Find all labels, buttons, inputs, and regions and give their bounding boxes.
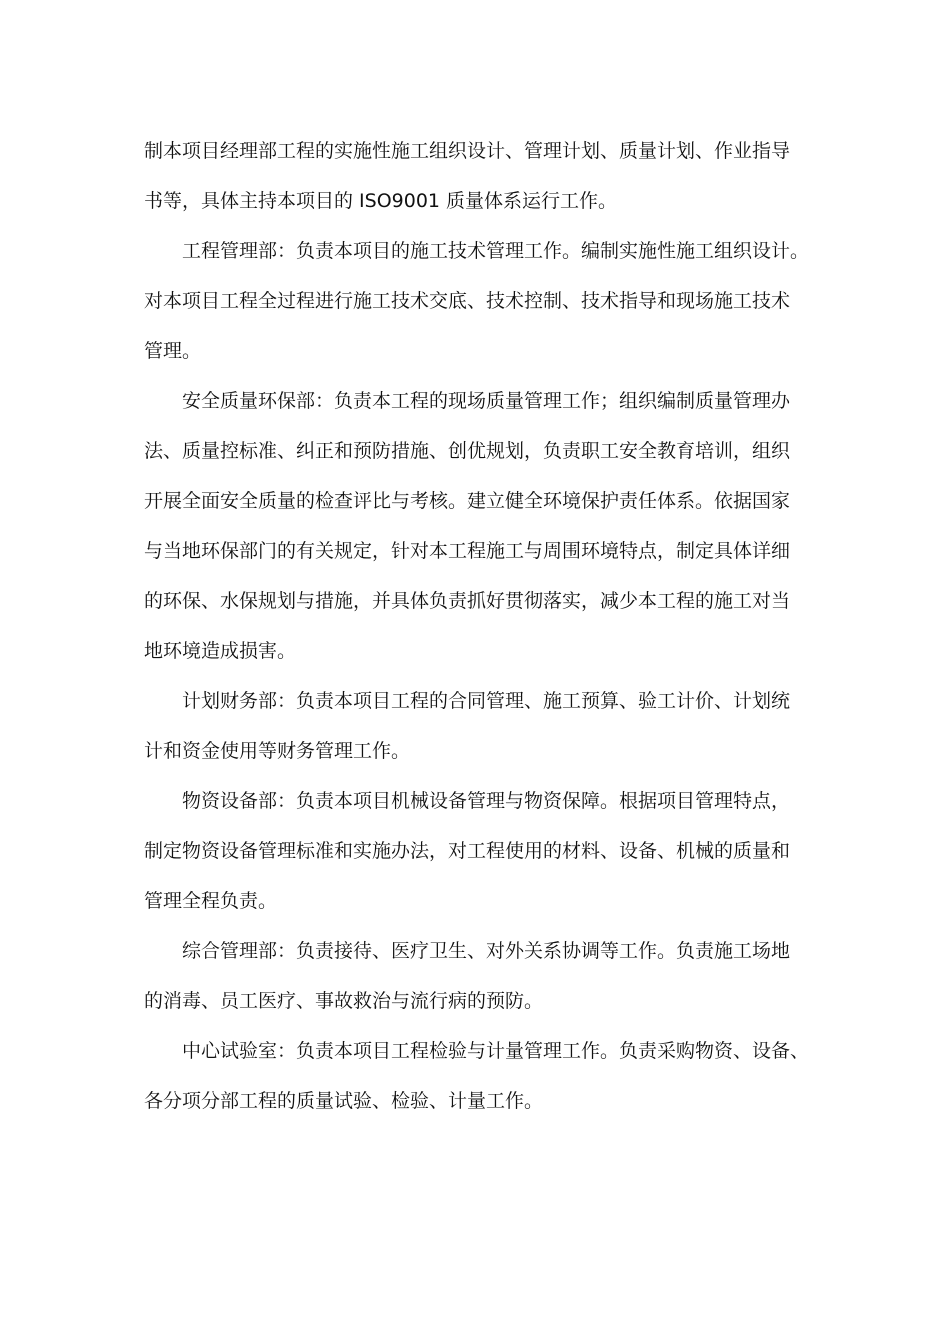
text-line: 开展全面安全质量的检查评比与考核。建立健全环境保护责任体系。依据国家 [144,490,791,512]
text-line: 与当地环保部门的有关规定，针对本工程施工与周围环境特点，制定具体详细 [144,540,791,562]
text-line: 地环境造成损害。 [144,640,297,662]
text-line: 的消毒、员工医疗、事故救治与流行病的预防。 [144,990,544,1012]
text-line: 安全质量环保部：负责本工程的现场质量管理工作；组织编制质量管理办 [182,390,791,412]
paragraph-planning-finance-dept [144,676,812,776]
text-line: 法、质量控标准、纠正和预防措施、创优规划，负责职工安全教育培训，组织 [144,440,791,462]
text-line: 管理。 [144,340,202,362]
paragraph-central-laboratory [144,1026,812,1126]
text-line: 书等，具体主持本项目的 ISO9001 质量体系运行工作。 [144,190,618,212]
paragraph-engineering-dept [144,226,812,376]
text-line: 工程管理部：负责本项目的施工技术管理工作。编制实施性施工组织设计。 [182,240,810,262]
text-line: 中心试验室：负责本项目工程检验与计量管理工作。负责采购物资、设备、 [182,1040,810,1062]
text-line: 计划财务部：负责本项目工程的合同管理、施工预算、验工计价、计划统 [182,690,791,712]
paragraph-continuation [144,126,812,226]
paragraph-safety-quality-env-dept [144,376,812,676]
paragraph-general-admin-dept [144,926,812,1026]
text-line: 制定物资设备管理标准和实施办法，对工程使用的材料、设备、机械的质量和 [144,840,791,862]
text-line: 物资设备部：负责本项目机械设备管理与物资保障。根据项目管理特点， [182,790,791,812]
document-body [144,126,812,1126]
text-line: 综合管理部：负责接待、医疗卫生、对外关系协调等工作。负责施工场地 [182,940,791,962]
text-line: 的环保、水保规划与措施，并具体负责抓好贯彻落实，减少本工程的施工对当 [144,590,791,612]
paragraph-materials-equipment-dept [144,776,812,926]
text-line: 管理全程负责。 [144,890,278,912]
text-line: 各分项分部工程的质量试验、检验、计量工作。 [144,1090,544,1112]
text-line: 计和资金使用等财务管理工作。 [144,740,411,762]
text-line: 制本项目经理部工程的实施性施工组织设计、管理计划、质量计划、作业指导 [144,140,791,162]
text-line: 对本项目工程全过程进行施工技术交底、技术控制、技术指导和现场施工技术 [144,290,791,312]
